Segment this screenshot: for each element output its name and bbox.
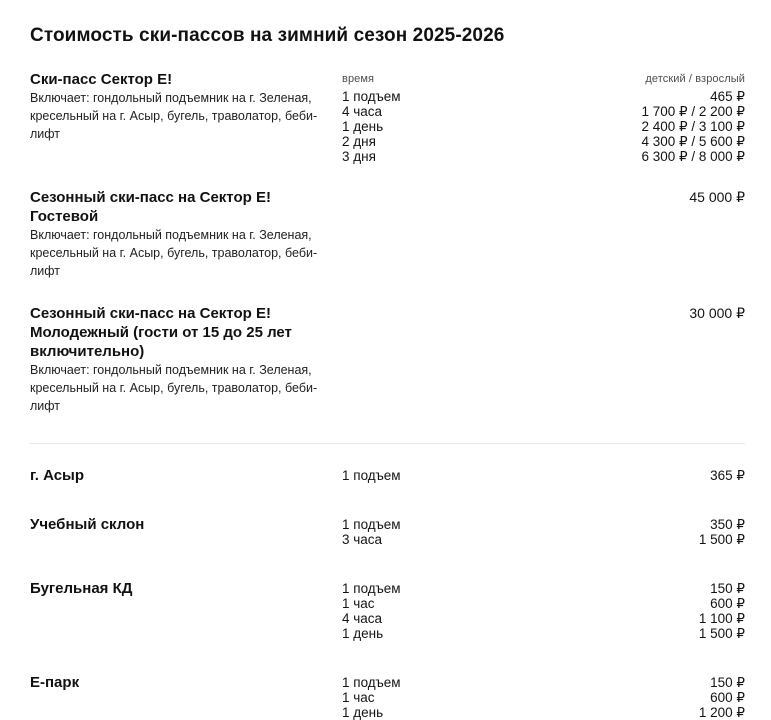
duration-cell: 1 день: [342, 705, 384, 720]
sections-container: [30, 70, 745, 720]
duration-column: [342, 468, 710, 483]
section-divider: [30, 443, 745, 444]
section-info: [30, 517, 342, 532]
pricing-section: [30, 581, 745, 641]
duration-cell: 1 подъем: [342, 581, 401, 596]
duration-cell: 4 часа: [342, 104, 383, 119]
price-cell: 1 200 ₽: [698, 705, 745, 720]
section-description: Включает: гондольный подъемник на г. Зеленая,: [30, 91, 312, 105]
pricing-section: [30, 468, 745, 483]
section-info: [30, 70, 342, 143]
duration-cell: 1 подъем: [342, 675, 401, 690]
section-name: Молодежный (гости от 15 до 25 лет: [30, 324, 292, 341]
section-name: Е-парк: [30, 674, 80, 691]
price-cell: 600 ₽: [710, 596, 745, 611]
price-column: [710, 468, 745, 483]
section-name: г. Асыр: [30, 467, 85, 484]
duration-cell: 3 дня: [342, 149, 376, 164]
price-column: [699, 581, 745, 641]
pricing-section: [30, 304, 745, 415]
duration-cell: 1 подъем: [342, 468, 401, 483]
section-name: Сезонный ски-пасс на Сектор Е!: [30, 305, 271, 322]
pricing-section: [30, 188, 745, 280]
duration-cell: 1 подъем: [342, 89, 401, 104]
duration-cell: 3 часа: [342, 532, 383, 547]
section-name: Учебный склон: [30, 516, 145, 533]
price-column: [689, 304, 745, 323]
section-name: Бугельная КД: [30, 580, 133, 597]
price-cell: 6 300 ₽ / 8 000 ₽: [641, 149, 745, 164]
duration-cell: 2 дня: [342, 134, 376, 149]
section-description: кресельный на г. Асыр, бугель, траволатор, беби-лифт: [30, 246, 318, 278]
price-column: [699, 517, 745, 547]
section-description: Включает: гондольный подъемник на г. Зеленая,: [30, 228, 312, 242]
section-name: Гостевой: [30, 208, 99, 225]
price-cell: 350 ₽: [710, 517, 745, 532]
price-cell: 2 400 ₽ / 3 100 ₽: [641, 119, 745, 134]
section-name: Ски-пасс Сектор Е!: [30, 71, 173, 88]
section-name: Сезонный ски-пасс на Сектор Е!: [30, 189, 271, 206]
price-cell: 465 ₽: [710, 89, 745, 104]
price-value: 30 000 ₽: [689, 305, 745, 321]
section-info: [30, 675, 342, 690]
pricing-section: [30, 517, 745, 547]
section-description: Включает: гондольный подъемник на г. Зеленая,: [30, 363, 312, 377]
duration-cell: 4 часа: [342, 611, 383, 626]
pricing-section: [30, 70, 745, 164]
duration-cell: 1 подъем: [342, 517, 401, 532]
price-cell: 1 500 ₽: [698, 532, 745, 547]
duration-column: [342, 70, 642, 164]
time-column-header: время: [342, 73, 375, 85]
price-cell: 150 ₽: [710, 675, 745, 690]
section-description: кресельный на г. Асыр, бугель, траволатор, беби-лифт: [30, 381, 318, 413]
duration-cell: 1 день: [342, 119, 384, 134]
price-column: [689, 188, 745, 207]
duration-cell: 1 час: [342, 596, 375, 611]
section-info: [30, 468, 342, 483]
duration-column: [342, 581, 699, 641]
price-cell: 365 ₽: [710, 468, 745, 483]
price-cell: 1 100 ₽: [698, 611, 745, 626]
price-cell: 4 300 ₽ / 5 600 ₽: [641, 134, 745, 149]
section-description: кресельный на г. Асыр, бугель, траволатор, беби-лифт: [30, 109, 318, 141]
price-column: [642, 70, 746, 164]
section-info: [30, 581, 342, 596]
section-info: [30, 304, 342, 415]
duration-cell: 1 час: [342, 690, 375, 705]
price-cell: 1 700 ₽ / 2 200 ₽: [641, 104, 745, 119]
price-cell: 600 ₽: [710, 690, 745, 705]
section-info: [30, 188, 342, 280]
price-cell: 1 500 ₽: [698, 626, 745, 641]
price-cell: 150 ₽: [710, 581, 745, 596]
duration-column: [342, 517, 699, 547]
price-value: 45 000 ₽: [689, 189, 745, 205]
page-title: Стоимость ски-пассов на зимний сезон 2025-2026: [30, 25, 505, 46]
duration-cell: 1 день: [342, 626, 384, 641]
section-name: включительно): [30, 343, 145, 360]
price-column-header: детский / взрослый: [645, 73, 745, 85]
